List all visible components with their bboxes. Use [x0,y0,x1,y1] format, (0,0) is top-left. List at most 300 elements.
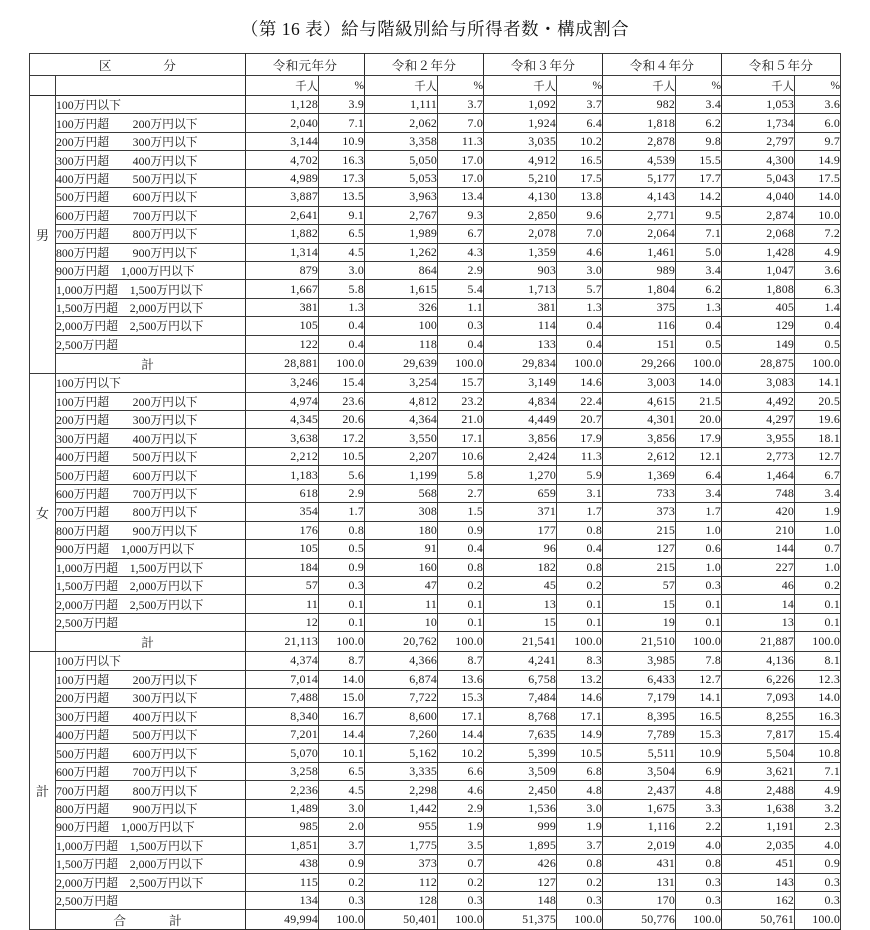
cell-count: 115 [246,873,319,891]
cell-percent: 5.7 [557,280,603,298]
bracket-label: 300万円超 400万円以下 [56,429,246,447]
table-row [30,595,841,613]
cell-percent: 0.4 [438,540,484,558]
cell-percent: 3.4 [676,484,722,502]
bracket-label: 200万円超 300万円以下 [56,411,246,429]
table-row [30,225,841,243]
table-row [30,151,841,169]
cell-count: 160 [365,558,438,576]
cell-count: 2,207 [365,447,438,465]
bracket-label: 700万円超 800万円以下 [56,781,246,799]
cell-percent: 19.6 [795,411,841,429]
cell-count: 210 [722,521,795,539]
cell-percent: 1.9 [557,818,603,836]
table-row [30,169,841,187]
cell-percent: 6.4 [676,466,722,484]
cell-percent: 0.3 [319,576,365,594]
cell-count: 903 [484,261,557,279]
cell-count: 2,767 [365,206,438,224]
cell-percent: 3.7 [557,96,603,114]
cell-count: 4,374 [246,652,319,670]
cell-count: 1,895 [484,836,557,854]
cell-count: 100 [365,317,438,335]
subtotal-row [30,632,841,652]
cell-percent: 6.3 [795,280,841,298]
cell-count: 1,804 [603,280,676,298]
cell-percent: 0.4 [557,335,603,353]
cell-count: 2,641 [246,206,319,224]
cell-count: 91 [365,540,438,558]
cell-percent: 6.5 [319,762,365,780]
cell-count: 127 [603,540,676,558]
cell-count: 12 [246,613,319,631]
cell-percent: 0.6 [676,540,722,558]
header-category: 区 分 [30,54,246,76]
bracket-label: 300万円超 400万円以下 [56,151,246,169]
cell-percent: 10.9 [676,744,722,762]
cell-percent: 10.8 [795,744,841,762]
cell-percent: 7.0 [557,225,603,243]
cell-percent: 0.1 [557,613,603,631]
cell-count: 149 [722,335,795,353]
cell-percent: 0.1 [676,613,722,631]
cell-percent: 10.0 [795,206,841,224]
cell-count: 6,758 [484,670,557,688]
cell-percent: 17.9 [676,429,722,447]
table-row [30,243,841,261]
table-row [30,762,841,780]
table-row [30,484,841,502]
cell-count: 1,047 [722,261,795,279]
cell-count: 8,340 [246,707,319,725]
cell-count: 2,437 [603,781,676,799]
cell-count: 1,461 [603,243,676,261]
cell-count: 1,183 [246,466,319,484]
table-head [30,54,841,96]
cell-count: 3,246 [246,374,319,392]
cell-count: 2,035 [722,836,795,854]
header-year-4: 令和５年分 [722,54,841,76]
cell-percent: 0.2 [557,576,603,594]
cell-count: 6,226 [722,670,795,688]
bracket-label: 700万円超 800万円以下 [56,503,246,521]
cell-percent: 1.0 [676,558,722,576]
cell-count: 116 [603,317,676,335]
cell-count: 131 [603,873,676,891]
bracket-label: 200万円超 300万円以下 [56,689,246,707]
cell-count: 4,702 [246,151,319,169]
cell-count: 2,236 [246,781,319,799]
cell-percent: 6.8 [557,762,603,780]
cell-percent: 14.9 [795,151,841,169]
cell-count: 4,974 [246,392,319,410]
cell-percent: 14.4 [438,726,484,744]
subtotal-percent: 100.0 [676,632,722,652]
cell-percent: 7.8 [676,652,722,670]
cell-count: 122 [246,335,319,353]
cell-percent: 2.2 [676,818,722,836]
cell-count: 180 [365,521,438,539]
table-row [30,374,841,392]
cell-percent: 0.1 [319,595,365,613]
cell-count: 14 [722,595,795,613]
cell-count: 3,083 [722,374,795,392]
cell-percent: 3.4 [676,96,722,114]
page-title: （第 16 表）給与階級別給与所得者数・構成割合 [240,19,630,39]
unit-percent-1: % [438,76,484,96]
cell-count: 45 [484,576,557,594]
unit-count-1: 千人 [365,76,438,96]
table-row [30,298,841,316]
cell-count: 879 [246,261,319,279]
cell-count: 8,395 [603,707,676,725]
bracket-label: 100万円以下 [56,96,246,114]
subtotal-percent: 100.0 [676,354,722,374]
cell-percent: 10.2 [438,744,484,762]
header-year-3: 令和４年分 [603,54,722,76]
cell-percent: 0.2 [438,576,484,594]
cell-count: 1,775 [365,836,438,854]
cell-percent: 3.7 [438,96,484,114]
cell-percent: 2.9 [438,261,484,279]
cell-percent: 0.4 [557,540,603,558]
cell-count: 1,270 [484,466,557,484]
table-row [30,429,841,447]
cell-percent: 3.4 [795,484,841,502]
cell-percent: 13.5 [319,188,365,206]
cell-count: 19 [603,613,676,631]
cell-percent: 3.1 [557,484,603,502]
cell-count: 4,136 [722,652,795,670]
cell-count: 373 [365,855,438,873]
cell-percent: 8.7 [438,652,484,670]
cell-percent: 2.3 [795,818,841,836]
cell-percent: 0.3 [438,891,484,909]
subtotal-row [30,354,841,374]
cell-count: 1,464 [722,466,795,484]
cell-percent: 1.3 [676,298,722,316]
cell-percent: 4.9 [795,243,841,261]
cell-count: 2,078 [484,225,557,243]
cell-percent: 1.0 [795,521,841,539]
cell-count: 8,255 [722,707,795,725]
cell-count: 748 [722,484,795,502]
cell-count: 15 [603,595,676,613]
cell-count: 1,808 [722,280,795,298]
cell-percent: 9.7 [795,132,841,150]
cell-percent: 4.0 [676,836,722,854]
cell-percent: 13.2 [557,670,603,688]
cell-percent: 14.0 [795,188,841,206]
table-row [30,317,841,335]
cell-percent: 14.0 [676,374,722,392]
cell-percent: 8.1 [795,652,841,670]
cell-count: 105 [246,317,319,335]
cell-count: 1,818 [603,114,676,132]
cell-count: 1,615 [365,280,438,298]
table-row [30,558,841,576]
cell-count: 1,924 [484,114,557,132]
cell-count: 15 [484,613,557,631]
cell-percent: 17.3 [319,169,365,187]
cell-percent: 15.3 [438,689,484,707]
cell-count: 1,713 [484,280,557,298]
cell-count: 182 [484,558,557,576]
bracket-label: 1,000万円超 1,500万円以下 [56,280,246,298]
cell-count: 2,298 [365,781,438,799]
cell-count: 5,210 [484,169,557,187]
subtotal-count: 21,887 [722,632,795,652]
cell-percent: 5.8 [319,280,365,298]
cell-count: 431 [603,855,676,873]
cell-count: 405 [722,298,795,316]
cell-percent: 0.3 [676,576,722,594]
cell-count: 5,162 [365,744,438,762]
cell-percent: 20.7 [557,411,603,429]
bracket-label: 600万円超 700万円以下 [56,762,246,780]
cell-count: 381 [246,298,319,316]
cell-percent: 0.8 [557,855,603,873]
cell-percent: 1.0 [795,558,841,576]
cell-percent: 0.3 [676,873,722,891]
cell-count: 215 [603,558,676,576]
cell-percent: 0.3 [438,317,484,335]
cell-count: 2,019 [603,836,676,854]
cell-percent: 11.3 [438,132,484,150]
cell-percent: 1.5 [438,503,484,521]
cell-percent: 0.9 [319,558,365,576]
cell-count: 3,144 [246,132,319,150]
cell-percent: 0.4 [676,317,722,335]
cell-percent: 17.2 [319,429,365,447]
cell-percent: 0.2 [438,873,484,891]
bracket-label: 900万円超 1,000万円以下 [56,818,246,836]
cell-count: 1,314 [246,243,319,261]
cell-count: 1,428 [722,243,795,261]
cell-count: 1,667 [246,280,319,298]
cell-count: 420 [722,503,795,521]
bracket-label: 900万円超 1,000万円以下 [56,261,246,279]
cell-count: 4,300 [722,151,795,169]
cell-percent: 0.1 [557,595,603,613]
cell-percent: 5.4 [438,280,484,298]
cell-count: 7,093 [722,689,795,707]
cell-count: 3,621 [722,762,795,780]
cell-count: 1,111 [365,96,438,114]
subtotal-count: 50,776 [603,910,676,930]
cell-count: 4,364 [365,411,438,429]
cell-percent: 17.5 [557,169,603,187]
cell-percent: 0.9 [795,855,841,873]
cell-percent: 0.4 [319,335,365,353]
cell-percent: 20.5 [795,392,841,410]
cell-percent: 15.0 [319,689,365,707]
cell-count: 133 [484,335,557,353]
header-year-2: 令和３年分 [484,54,603,76]
table-row [30,466,841,484]
cell-percent: 1.7 [319,503,365,521]
unit-count-0: 千人 [246,76,319,96]
table-row [30,206,841,224]
cell-count: 11 [246,595,319,613]
table-row [30,335,841,353]
cell-percent: 14.9 [557,726,603,744]
cell-percent: 4.5 [319,781,365,799]
cell-count: 3,509 [484,762,557,780]
unit-count-4: 千人 [722,76,795,96]
cell-percent: 6.5 [319,225,365,243]
cell-percent: 6.2 [676,280,722,298]
cell-count: 7,014 [246,670,319,688]
table-body [30,96,841,930]
cell-count: 112 [365,873,438,891]
cell-count: 4,834 [484,392,557,410]
table-row [30,818,841,836]
cell-count: 426 [484,855,557,873]
subtotal-label: 計 [56,632,246,652]
cell-count: 2,850 [484,206,557,224]
cell-percent: 10.2 [557,132,603,150]
cell-percent: 13.4 [438,188,484,206]
cell-percent: 16.3 [795,707,841,725]
cell-count: 982 [603,96,676,114]
cell-percent: 1.1 [438,298,484,316]
cell-percent: 21.5 [676,392,722,410]
cell-count: 1,191 [722,818,795,836]
cell-count: 4,492 [722,392,795,410]
cell-count: 7,179 [603,689,676,707]
cell-percent: 0.3 [557,891,603,909]
cell-percent: 0.3 [795,891,841,909]
table-row [30,261,841,279]
cell-percent: 15.7 [438,374,484,392]
subtotal-percent: 100.0 [557,354,603,374]
cell-count: 3,963 [365,188,438,206]
cell-count: 2,068 [722,225,795,243]
cell-count: 659 [484,484,557,502]
cell-count: 1,116 [603,818,676,836]
cell-percent: 5.9 [557,466,603,484]
table-row [30,891,841,909]
cell-percent: 10.6 [438,447,484,465]
cell-percent: 0.1 [319,613,365,631]
cell-count: 3,358 [365,132,438,150]
cell-percent: 15.4 [319,374,365,392]
cell-count: 151 [603,335,676,353]
bracket-label: 400万円超 500万円以下 [56,169,246,187]
cell-count: 4,345 [246,411,319,429]
cell-count: 177 [484,521,557,539]
table-row [30,188,841,206]
cell-percent: 6.2 [676,114,722,132]
table-row [30,873,841,891]
cell-count: 308 [365,503,438,521]
cell-count: 4,812 [365,392,438,410]
cell-percent: 17.5 [795,169,841,187]
cell-percent: 6.7 [438,225,484,243]
cell-percent: 22.4 [557,392,603,410]
cell-count: 373 [603,503,676,521]
cell-count: 5,043 [722,169,795,187]
cell-percent: 13.8 [557,188,603,206]
cell-percent: 3.6 [795,96,841,114]
cell-count: 4,366 [365,652,438,670]
cell-count: 3,504 [603,762,676,780]
cell-percent: 9.5 [676,206,722,224]
subtotal-count: 51,375 [484,910,557,930]
cell-count: 4,040 [722,188,795,206]
cell-percent: 12.7 [795,447,841,465]
cell-percent: 2.0 [319,818,365,836]
cell-percent: 3.3 [676,799,722,817]
unit-spacer-group [30,76,56,96]
cell-percent: 2.7 [438,484,484,502]
table-row [30,613,841,631]
cell-percent: 14.1 [795,374,841,392]
cell-count: 7,488 [246,689,319,707]
bracket-label: 800万円超 900万円以下 [56,243,246,261]
subtotal-label: 計 [56,354,246,374]
cell-count: 6,874 [365,670,438,688]
cell-percent: 10.5 [319,447,365,465]
cell-count: 2,062 [365,114,438,132]
cell-count: 162 [722,891,795,909]
header-row-units [30,76,841,96]
cell-percent: 21.0 [438,411,484,429]
cell-percent: 14.6 [557,689,603,707]
cell-percent: 9.1 [319,206,365,224]
cell-count: 13 [484,595,557,613]
cell-percent: 17.7 [676,169,722,187]
bracket-label: 100万円超 200万円以下 [56,670,246,688]
cell-percent: 23.2 [438,392,484,410]
bracket-label: 400万円超 500万円以下 [56,726,246,744]
cell-count: 2,040 [246,114,319,132]
table-row [30,114,841,132]
cell-count: 375 [603,298,676,316]
cell-count: 4,539 [603,151,676,169]
cell-percent: 5.0 [676,243,722,261]
cell-percent: 6.7 [795,466,841,484]
cell-count: 47 [365,576,438,594]
cell-percent: 0.4 [319,317,365,335]
cell-percent: 15.4 [795,726,841,744]
cell-percent: 7.2 [795,225,841,243]
cell-count: 7,484 [484,689,557,707]
table-row [30,726,841,744]
cell-count: 5,053 [365,169,438,187]
cell-count: 10 [365,613,438,631]
cell-count: 4,912 [484,151,557,169]
cell-percent: 4.0 [795,836,841,854]
cell-percent: 3.4 [676,261,722,279]
table-row [30,781,841,799]
bracket-label: 300万円超 400万円以下 [56,707,246,725]
cell-count: 134 [246,891,319,909]
bracket-label: 200万円超 300万円以下 [56,132,246,150]
cell-percent: 8.7 [319,652,365,670]
subtotal-percent: 100.0 [795,910,841,930]
table-row [30,836,841,854]
subtotal-count: 29,834 [484,354,557,374]
cell-count: 144 [722,540,795,558]
cell-count: 127 [484,873,557,891]
cell-percent: 0.5 [676,335,722,353]
cell-percent: 20.0 [676,411,722,429]
unit-percent-4: % [795,76,841,96]
cell-count: 3,856 [484,429,557,447]
cell-percent: 16.7 [319,707,365,725]
